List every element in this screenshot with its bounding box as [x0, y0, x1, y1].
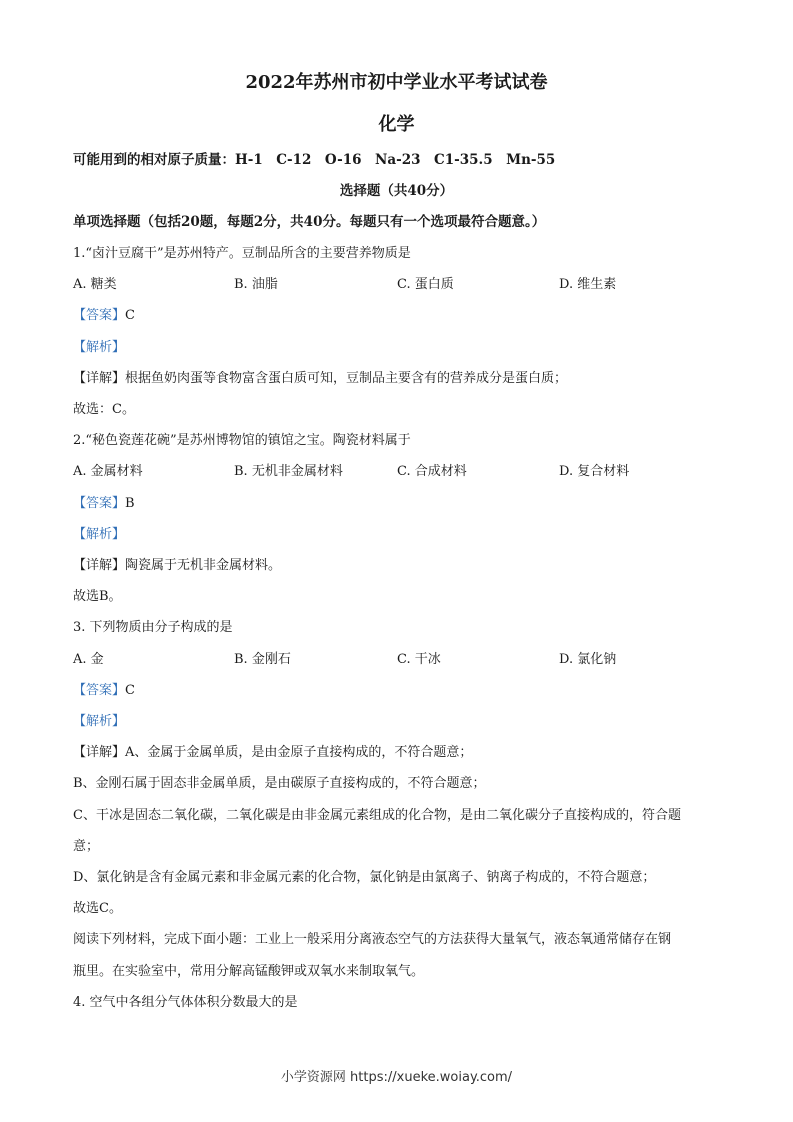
q2-option-c: C. 合成材料: [397, 464, 467, 479]
q3-answer-value: C: [125, 683, 135, 698]
passage-line-1: 阅读下列材料，完成下面小题：工业上一般采用分离液态空气的方法获得大量氧气，液态氧通常储存在钢: [73, 932, 672, 947]
q3-option-d: D. 氯化钠: [559, 652, 617, 667]
q2-option-a: A. 金属材料: [73, 464, 143, 479]
q3-option-b: B. 金刚石: [234, 652, 291, 667]
q2-detail: [73, 558, 281, 574]
q1-option-b: B. 油脂: [234, 277, 278, 292]
q3-detail-line-c: C、干冰是固态二氧化碳，二氧化碳是由非金属元素组成的化合物，是由二氧化碳分子直接构成的，符合题: [73, 808, 681, 823]
q1-conclusion: 故选：C。: [73, 402, 135, 417]
q2-analysis-label: 【解析】: [73, 527, 126, 542]
atomic-masses: 可能用到的相对原子质量：H-1 C-12 O-16 Na-23 C1-35.5 Mn-55: [73, 152, 556, 168]
q3-detail-line-d: D、氯化钠是含有金属元素和非金属元素的化合物，氯化钠是由氯离子、钠离子构成的，不符合题意；: [73, 870, 656, 885]
section-heading: 选择题（共40分）: [339, 183, 454, 199]
question-3-stem: 3. 下列物质由分子构成的是: [73, 620, 233, 635]
footer-watermark[interactable]: 小学资源网 https://xueke.woiay.com/: [280, 1070, 513, 1085]
q1-option-d: D. 维生素: [559, 277, 617, 292]
question-4-stem: 4. 空气中各组分气体体积分数最大的是: [73, 995, 298, 1010]
q3-detail: [73, 745, 472, 761]
q2-conclusion: 故选B。: [73, 589, 122, 604]
q1-answer: [73, 308, 135, 324]
answer-label: 【答案】: [73, 496, 126, 511]
answer-label: 【答案】: [73, 683, 126, 698]
q3-detail-text: A、金属于金属单质，是由金原子直接构成的，不符合题意；: [125, 745, 473, 760]
question-2-stem: 2.“秘色瓷莲花碗”是苏州博物馆的镇馆之宝。陶瓷材料属于: [73, 433, 411, 448]
q1-detail: [73, 371, 567, 387]
q1-analysis-label: 【解析】: [73, 340, 126, 355]
answer-label: 【答案】: [73, 308, 126, 323]
q3-conclusion: 故选C。: [73, 901, 122, 916]
q1-detail-text: 根据鱼奶肉蛋等食物富含蛋白质可知，豆制品主要含有的营养成分是蛋白质；: [125, 371, 568, 386]
q3-option-a: A. 金: [73, 652, 104, 667]
q2-detail-text: 陶瓷属于无机非金属材料。: [125, 558, 282, 573]
q3-option-c: C. 干冰: [397, 652, 441, 667]
q2-answer-value: B: [125, 496, 135, 511]
q1-answer-value: C: [125, 308, 135, 323]
passage-line-2: 瓶里。在实验室中，常用分解高锰酸钾或双氧水来制取氧气。: [73, 964, 425, 979]
q1-option-c: C. 蛋白质: [397, 277, 454, 292]
q2-option-b: B. 无机非金属材料: [234, 464, 343, 479]
q3-detail-line-b: B、金刚石属于固态非金属单质，是由碳原子直接构成的，不符合题意；: [73, 776, 486, 791]
q1-option-a: A. 糖类: [73, 277, 117, 292]
instructions: 单项选择题（包括20题，每题2分，共40分。每题只有一个选项最符合题意。）: [73, 214, 546, 230]
q3-analysis-label: 【解析】: [73, 714, 126, 729]
detail-label: 【详解】: [73, 371, 126, 386]
page-title: 2022年苏州市初中学业水平考试试卷: [245, 72, 548, 93]
detail-label: 【详解】: [73, 558, 126, 573]
subject-title: 化学: [378, 114, 415, 135]
q2-option-d: D. 复合材料: [559, 464, 630, 479]
q3-answer: [73, 683, 135, 699]
question-1-stem: 1.“卤汁豆腐干”是苏州特产。豆制品所含的主要营养物质是: [73, 246, 411, 261]
q2-answer: [73, 496, 135, 512]
q3-detail-line-c-cont: 意；: [73, 839, 100, 854]
detail-label: 【详解】: [73, 745, 126, 760]
